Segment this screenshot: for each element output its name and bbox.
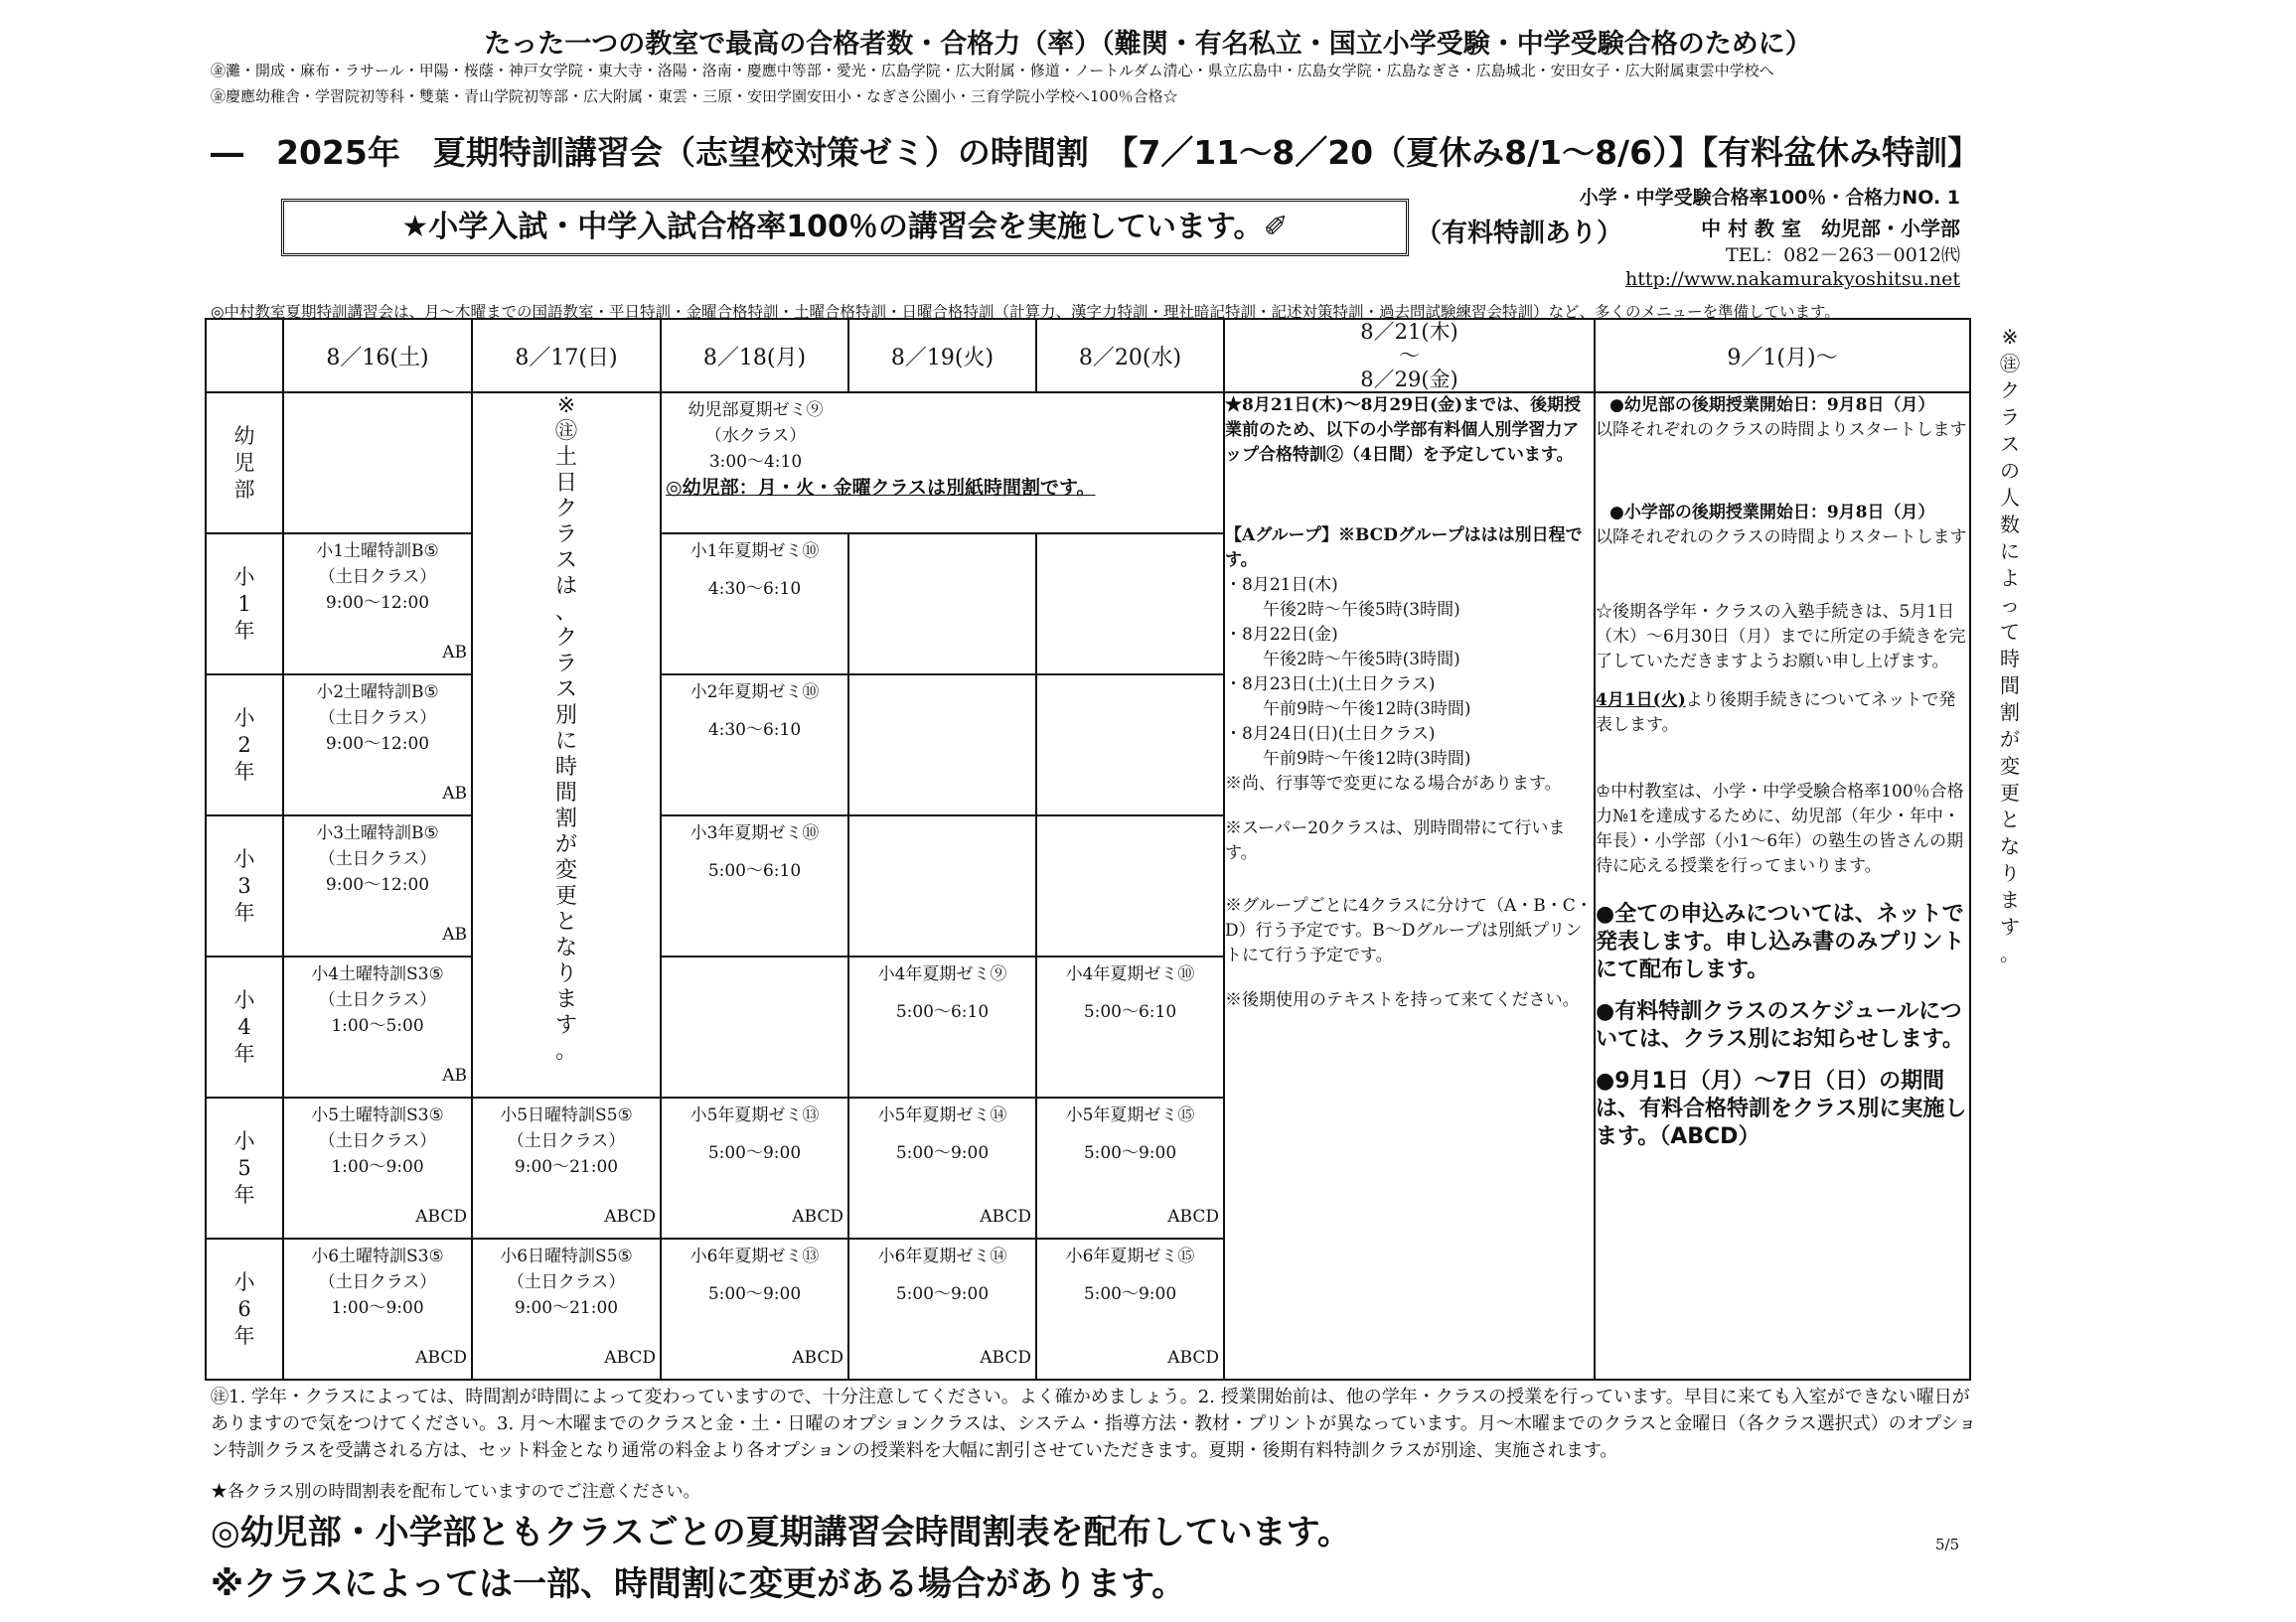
row-label: 小 4 年: [206, 957, 283, 1098]
col-header: 8／17(日): [472, 319, 661, 392]
row-label: 幼 児 部: [206, 392, 283, 533]
cell-g4-sat: 小4土曜特訓S3⑤ （土日クラス） 1:00～5:00 AB: [283, 957, 472, 1098]
school-url[interactable]: http://www.nakamurakyoshitsu.net: [1624, 268, 1960, 290]
cell-g6-mon: 小6年夏期ゼミ⑬ 5:00～9:00 ABCD: [661, 1239, 848, 1380]
footer-announcement-2: ※クラスによっては一部、時間割に変更がある場合があります。: [211, 1564, 1186, 1604]
boxed-notice: ★小学入試・中学入試合格率100％の講習会を実施しています。✐: [281, 199, 1409, 256]
page-title: ― 2025年 夏期特訓講習会（志望校対策ゼミ）の時間割 【7／11～8／20（夏休み8/1～8/6）】【有料盆休み特訓】: [211, 133, 1981, 172]
tagline: たった一つの教室で最高の合格者数・合格力（率）（難関・有名私立・国立小学受験・中学受験合格のために）: [484, 29, 1812, 60]
page-number: 5/5: [1935, 1536, 1960, 1553]
cell-g5-tue: 小5年夏期ゼミ⑭ 5:00～9:00 ABCD: [848, 1098, 1036, 1239]
school-tel: TEL：082－263－0012㈹: [1725, 244, 1960, 266]
boxed-side-note: （有料特訓あり）: [1416, 219, 1623, 248]
row-label: 小 3 年: [206, 815, 283, 957]
row-label: 小 6 年: [206, 1239, 283, 1380]
cell-g6-sat: 小6土曜特訓S3⑤ （土日クラス） 1:00～9:00 ABCD: [283, 1239, 472, 1380]
cell-g6-tue: 小6年夏期ゼミ⑭ 5:00～9:00 ABCD: [848, 1239, 1036, 1380]
school-tagline: 小学・中学受験合格率100％・合格力NO. 1: [1579, 187, 1960, 209]
row-label: 小 1 年: [206, 533, 283, 674]
footer-announcement-1: ◎幼児部・小学部ともクラスごとの夏期講習会時間割表を配布しています。: [211, 1513, 1351, 1552]
cell-g4-wed: 小4年夏期ゼミ⑩ 5:00～6:10: [1036, 957, 1224, 1098]
cell-g3-sat: 小3土曜特訓B⑤ （土日クラス） 9:00～12:00 AB: [283, 815, 472, 957]
cell-empty: [283, 392, 472, 533]
cell-empty: [661, 957, 848, 1098]
cell-g2-sat: 小2土曜特訓B⑤ （土日クラス） 9:00～12:00 AB: [283, 674, 472, 815]
cell-g6-wed: 小6年夏期ゼミ⑮ 5:00～9:00 ABCD: [1036, 1239, 1224, 1380]
cell-g1-sat: 小1土曜特訓B⑤ （土日クラス） 9:00～12:00 AB: [283, 533, 472, 674]
cell-g5-mon: 小5年夏期ゼミ⑬ 5:00～9:00 ABCD: [661, 1098, 848, 1239]
sunday-note: ※ ㊟ 土 日 ク ラ ス は 、 ク ラ ス 別 に 時 間 割 が 変 更 と な り ま す 。: [472, 392, 661, 1098]
cell-empty: [848, 674, 1036, 815]
results-elementary: ㊎慶應幼稚舎・学習院初等科・雙葉・青山学院初等部・広大附属・東雲・三原・安田学園安田小・なぎさ公園小・三育学院小学校へ100％合格☆: [211, 87, 1178, 105]
cell-kindergarten-seminar: 幼児部夏期ゼミ⑨ （水クラス） 3:00～4:10 ◎幼児部：月・火・金曜クラスは別紙時間割です。: [661, 392, 1224, 533]
header-row: [206, 319, 1970, 392]
aug21-29-info: ★8月21日(木)～8月29日(金)までは、後期授業前のため、以下の小学部有料個人別学習力アップ合格特訓②（4日間）を予定しています。 【Aグループ】※BCDグループははは別日程です。 ・8月21日(木) 午後2時～午後5時(3時間) ・8月22日(金) 午後2時～午後5時(3時間) ・8月23日(土)(土日クラス) 午前9時～午後12時(3時間) ・8月24日(日)(土日クラス) 午前9時～午後12時(3時間) ※尚、行事等で変更になる場合があります。 ※スーパー20クラスは、別時間帯にて行います。 ※グループごとに4クラスに分けて（A・B・C・D）行う予定です。B～Dグループは別紙プリントにて行う予定です。 ※後期使用のテキストを持って来てください。: [1224, 392, 1595, 1380]
col-header: 8／19(火): [848, 319, 1036, 392]
cell-g5-sat: 小5土曜特訓S3⑤ （土日クラス） 1:00～9:00 ABCD: [283, 1098, 472, 1239]
footer-star-note: ★各クラス別の時間割表を配布していますのでご注意ください。: [211, 1482, 700, 1502]
col-header: 8／18(月): [661, 319, 848, 392]
cell-g6-sun: 小6日曜特訓S5⑤ （土日クラス） 9:00～21:00 ABCD: [472, 1239, 661, 1380]
school-name: 中 村 教 室 幼児部・小学部: [1701, 217, 1960, 240]
col-header: 8／16(土): [283, 319, 472, 392]
cell-empty: [848, 815, 1036, 957]
september-info: ●幼児部の後期授業開始日：9月8日（月） 以降それぞれのクラスの時間よりスタートします ●小学部の後期授業開始日：9月8日（月） 以降それぞれのクラスの時間よりスタートします ☆後期各学年・クラスの入塾手続きは、5月1日（木）～6月30日（月）までに所定の手続きを完了していただきますようお願い申し上げます。 4月1日(火)より後期手続きについてネットで発表します。 ♔中村教室は、小学・中学受験合格率100％合格力№1を達成するために、幼児部（年少・年中・年長）・小学部（小1～6年）の塾生の皆さんの期待に応える授業を行ってまいります。 ●全ての申込みについては、ネットで発表します。申し込み書のみプリントにて配布します。 ●有料特訓クラスのスケジュールについては、クラス別にお知らせします。 ●9月1日（月）～7日（日）の期間は、有料合格特訓をクラス別に実施します。（ABCD）: [1595, 392, 1970, 1380]
cell-g2-mon: 小2年夏期ゼミ⑩ 4:30～6:10: [661, 674, 848, 815]
schedule-table: [205, 318, 1971, 1381]
cell-empty: [1036, 533, 1224, 674]
cell-g4-tue: 小4年夏期ゼミ⑨ 5:00～6:10: [848, 957, 1036, 1098]
col-header: 8／20(水): [1036, 319, 1224, 392]
corner-cell: [206, 319, 283, 392]
cell-empty: [1036, 674, 1224, 815]
row-kindergarten: [206, 392, 1970, 533]
cell-g3-mon: 小3年夏期ゼミ⑩ 5:00～6:10: [661, 815, 848, 957]
cell-empty: [1036, 815, 1224, 957]
col-header: 8／21(木) ～ 8／29(金): [1224, 319, 1595, 392]
results-middle-school: ㊎灘・開成・麻布・ラサール・甲陽・桜蔭・神戸女学院・東大寺・洛陽・洛南・慶應中等部・愛光・広島学院・広大附属・修道・ノートルダム清心・県立広島中・広島女学院・広島なぎさ・広島城北・安田女子・広大附属東雲中学校へ: [211, 62, 1774, 79]
cell-g5-wed: 小5年夏期ゼミ⑮ 5:00～9:00 ABCD: [1036, 1098, 1224, 1239]
row-label: 小 5 年: [206, 1098, 283, 1239]
cell-empty: [848, 533, 1036, 674]
col-header: 9／1(月)～: [1595, 319, 1970, 392]
row-label: 小 2 年: [206, 674, 283, 815]
cell-g1-mon: 小1年夏期ゼミ⑩ 4:30～6:10: [661, 533, 848, 674]
side-note: ※ ㊟ ク ラ ス の 人 数 に よ っ て 時 間 割 が 変 更 と な り ま す 。: [2000, 325, 2020, 965]
footer-notes: ㊟1. 学年・クラスによっては、時間割が時間によって変わっていますので、十分注意してください。よく確かめましょう。2. 授業開始前は、他の学年・クラスの授業を行っています。早目に来ても入室ができない曜日がありますので気をつけてください。3. 月～木曜までのクラスと金・土・日曜のオプションクラスは、システム・指導方法・教材・プリントが異なっています。月～木曜までのクラスと金曜日（各クラス選択式）のオプション特訓クラスを受講される方は、セット料金となり通常の料金より各オプションの授業料を大幅に割引させていただきます。夏期・後期有料特訓クラスが別途、実施されます。: [211, 1387, 1977, 1461]
cell-g5-sun: 小5日曜特訓S5⑤ （土日クラス） 9:00～21:00 ABCD: [472, 1098, 661, 1239]
intro-text: ◎中村教室夏期特訓講習会は、月～木曜までの国語教室・平日特訓・金曜合格特訓・土曜合格特訓・日曜合格特訓（計算力、漢字力特訓・理社暗記特訓・記述対策特訓・過去問試験練習会特訓）など、多くのメニューを準備しています。: [211, 303, 1840, 321]
